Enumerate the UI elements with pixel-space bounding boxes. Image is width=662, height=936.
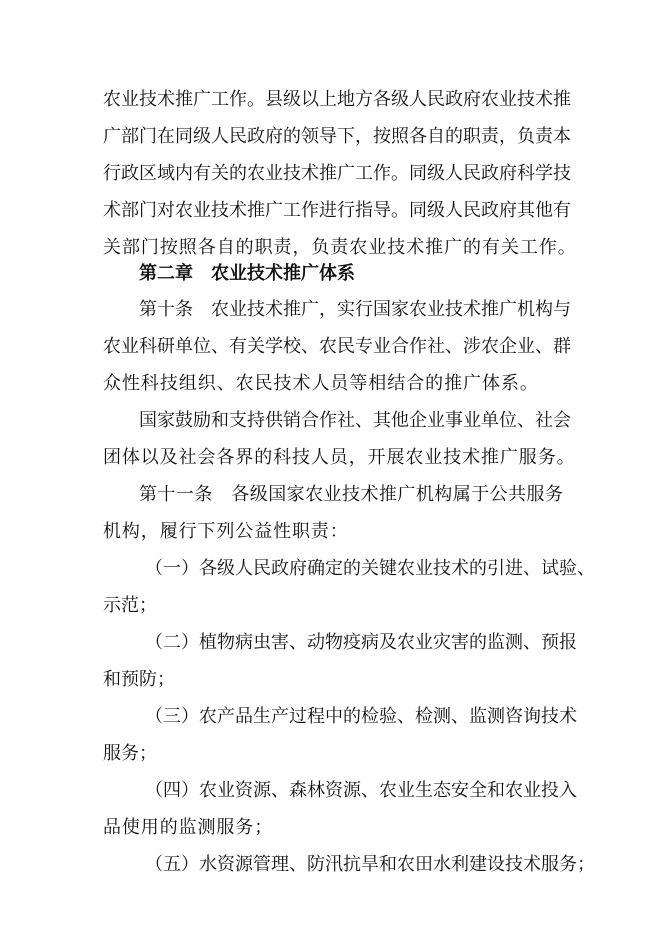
list-item-3-line-1: （三）农产品生产过程中的检验、检测、监测咨询技术	[145, 706, 577, 727]
article-10-line-2: 农业科研单位、有关学校、农民专业合作社、涉农企业、群	[103, 336, 571, 357]
support-para-line-1: 国家鼓励和支持供销合作社、其他企业事业单位、社会	[139, 410, 571, 431]
chapter-heading	[139, 254, 599, 294]
article-10-text: 农业技术推广，实行国家农业技术推广机构与	[211, 299, 571, 320]
article-11-text: 各级国家农业技术推广机构属于公共服务	[230, 484, 564, 505]
article-11-line-1	[139, 475, 563, 515]
chapter-title: 农业技术推广体系	[211, 263, 355, 284]
body-text-line: 广部门在同级人民政府的领导下，按照各自的职责，负责本	[103, 126, 571, 147]
support-para-line-2: 团体以及社会各界的科技人员，开展农业技术推广服务。	[103, 447, 576, 468]
list-item-4-line-2: 品使用的监测服务；	[103, 817, 274, 838]
chapter-number: 第二章	[139, 263, 193, 284]
list-item-1-line-2: 示范；	[103, 595, 157, 616]
article-10-label: 第十条	[139, 299, 193, 320]
body-text-line: 术部门对农业技术推广工作进行指导。同级人民政府其他有	[103, 200, 571, 221]
list-item-2-line-2: 和预防；	[103, 669, 175, 690]
article-11-label: 第十一条	[139, 484, 213, 505]
body-text-line: 行政区域内有关的农业技术推广工作。同级人民政府科学技	[103, 163, 571, 184]
body-text-line: 农业技术推广工作。县级以上地方各级人民政府农业技术推	[103, 89, 571, 110]
list-item-2-line-1: （二）植物病虫害、动物疫病及农业灾害的监测、预报	[145, 632, 577, 653]
body-text-line: 关部门按照各自的职责，负责农业技术推广的有关工作。	[103, 237, 577, 258]
article-11-line-2: 机构，履行下列公益性职责：	[103, 521, 349, 542]
list-item-4-line-1: （四）农业资源、森林资源、农业生态安全和农业投入	[145, 780, 577, 801]
article-10-line-1	[139, 290, 571, 330]
list-item-3-line-2: 服务；	[103, 743, 157, 764]
list-item-5-line-1: （五）水资源管理、防汛抗旱和农田水利建设技术服务；	[145, 854, 595, 875]
list-item-1-line-1: （一）各级人民政府确定的关键农业技术的引进、试验、	[145, 558, 595, 579]
article-10-line-3: 众性科技组织、农民技术人员等相结合的推广体系。	[103, 373, 539, 394]
